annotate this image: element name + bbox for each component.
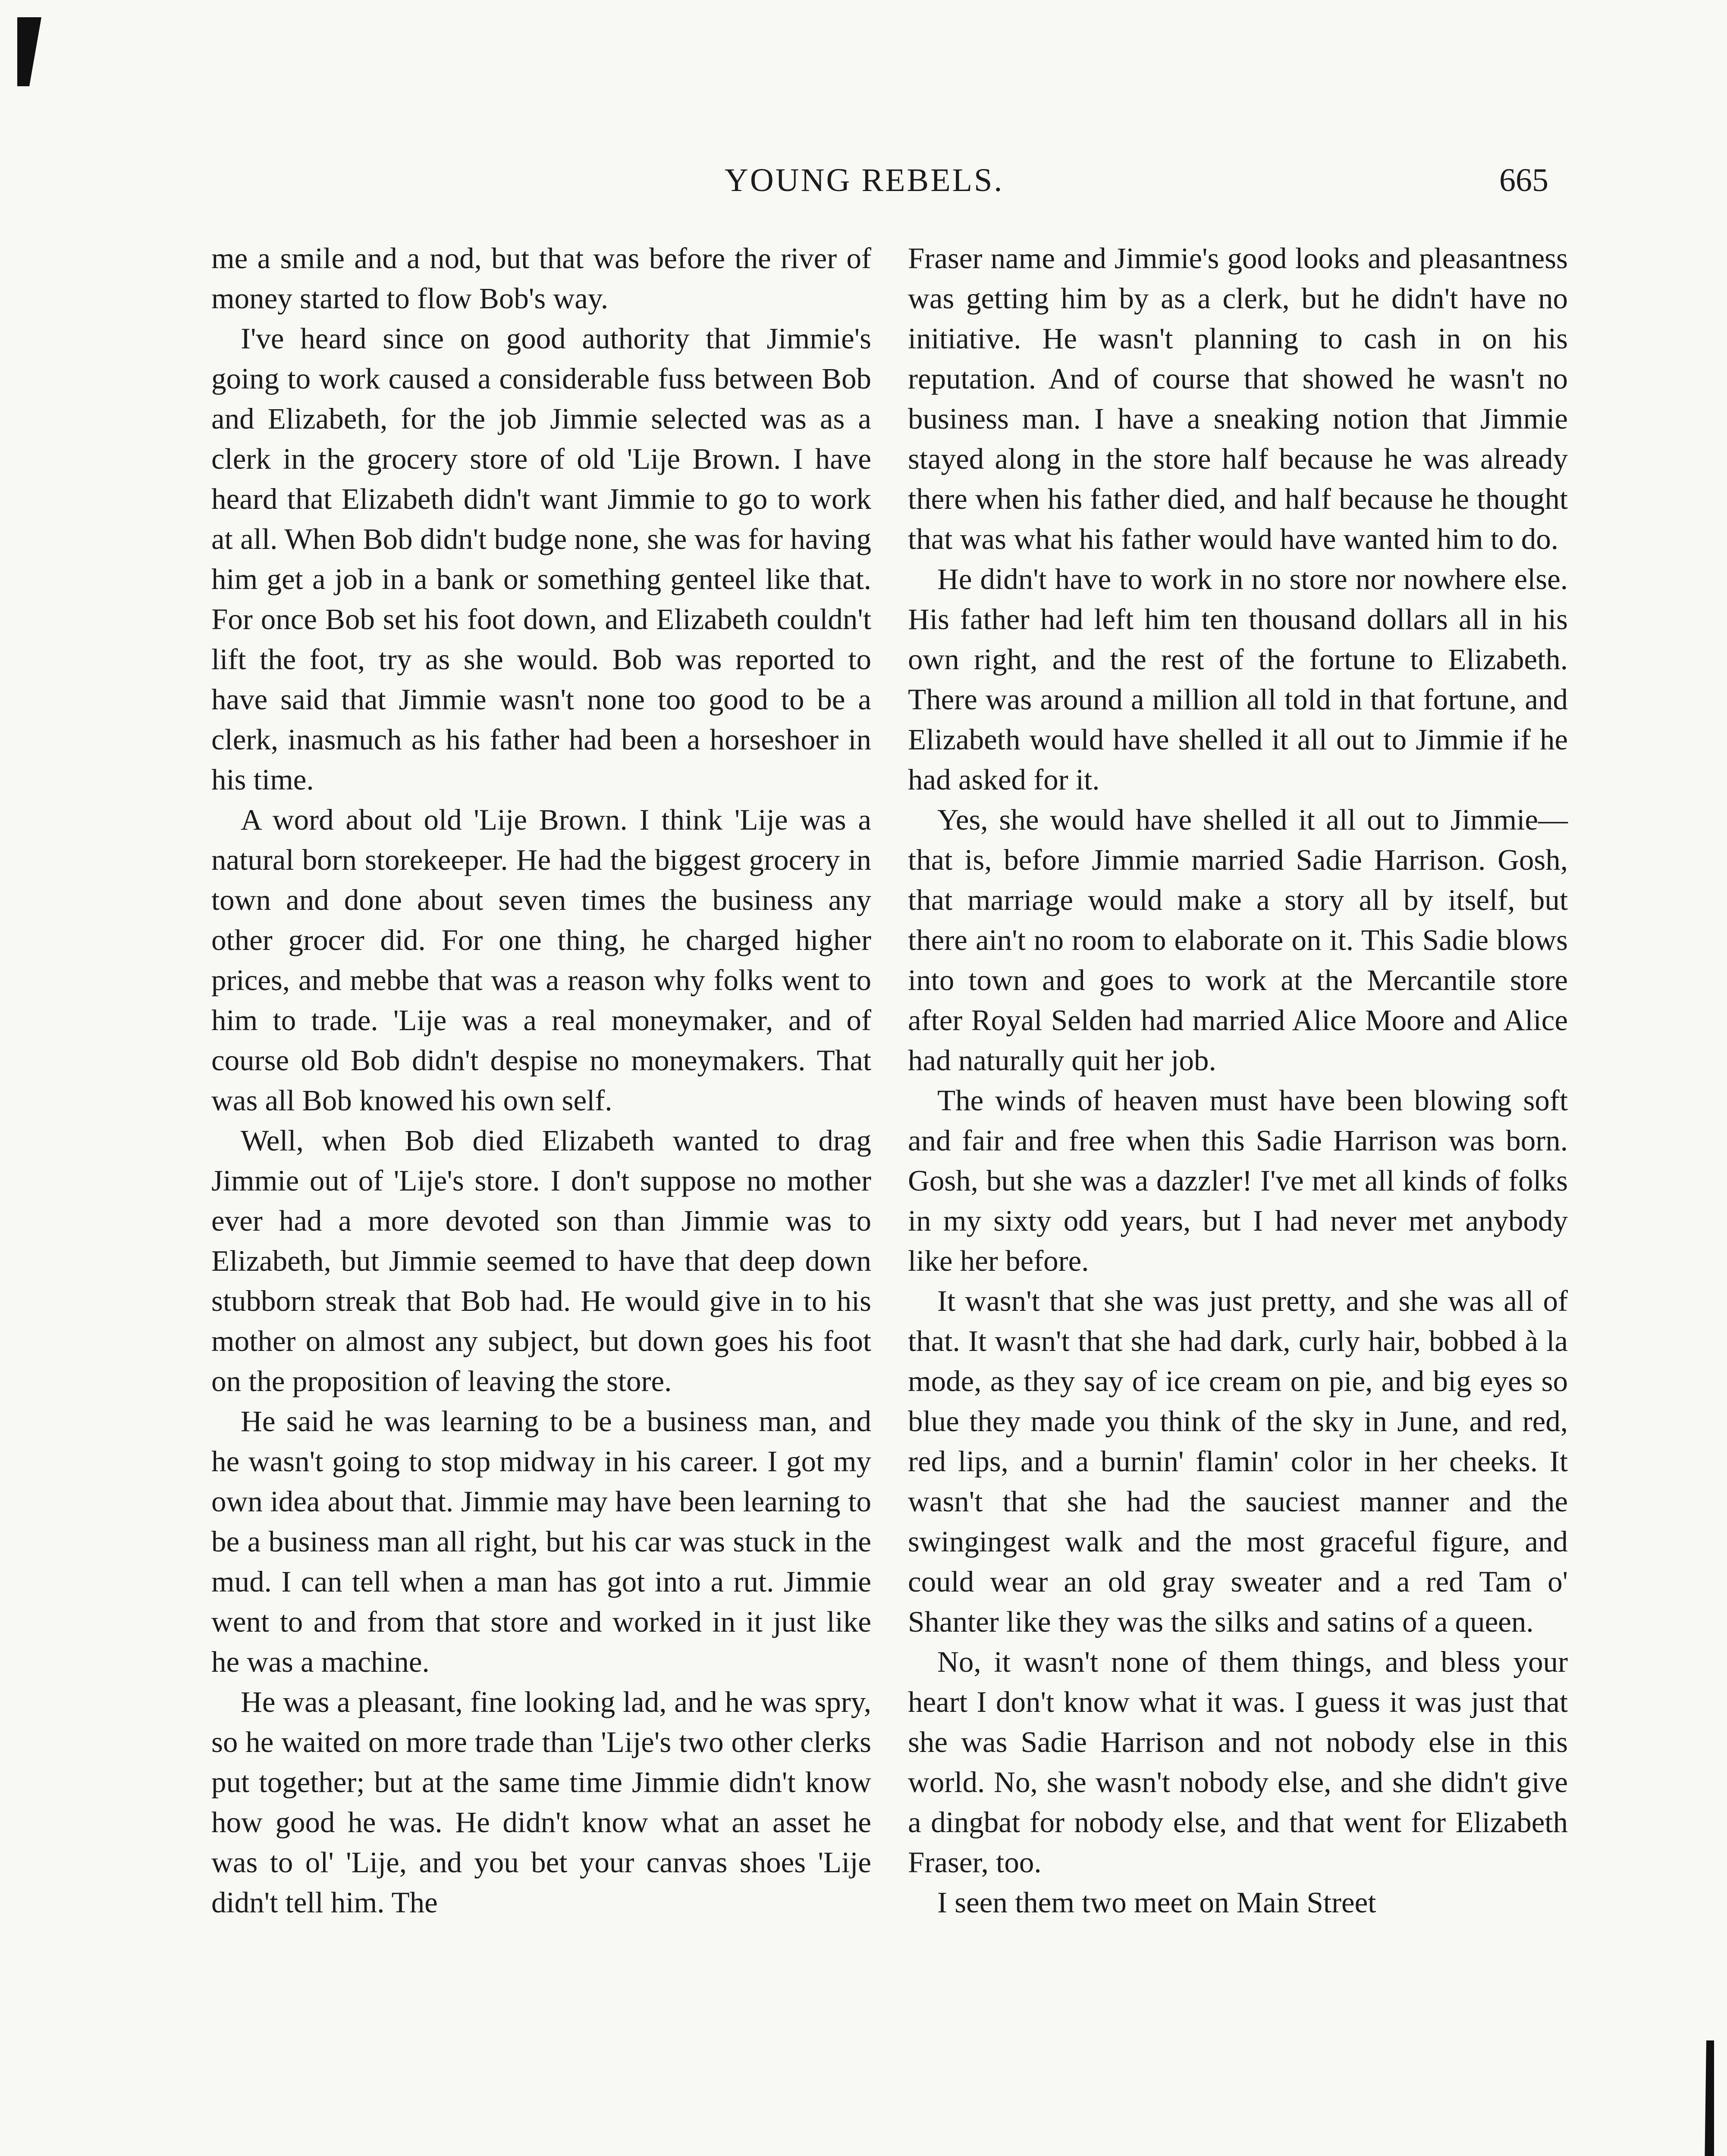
paragraph: me a smile and a nod, but that was before the river of money started to flow Bob's way. xyxy=(211,242,871,315)
paragraph: He said he was learning to be a business man, and he wasn't going to stop midway in his career. I got my own idea about that. Jimmie may have been learning to be a business man all right, but his car was stuck in the mud. I can tell when a man has got into a rut. Jimmie went to and from that store and worked in it just like he was a machine. xyxy=(211,1405,871,1678)
running-head: YOUNG REBELS. xyxy=(725,162,1004,198)
paragraph: He was a pleasant, fine looking lad, and he was spry, so he waited on more trade than 'Lije's two other clerks put together; but at the same time Jimmie didn't know how good he was. He didn't know what an asset he was to ol' 'Lije, and you bet your canvas shoes 'Lije didn't tell him. The xyxy=(211,1686,871,1919)
paragraph: It wasn't that she was just pretty, and she was all of that. It wasn't that she had dark, curly hair, bobbed à la mode, as they say of ice cream on pie, and big eyes so blue they made you think of the sky in June, and red, red lips, and a burnin' flamin' color in her cheeks. It wasn't that she had the sauciest manner and the swingingest walk and the most graceful figure, and could wear an old gray sweater and a red Tam o' Shanter like they was the silks and satins of a queen. xyxy=(908,1285,1568,1638)
scan-artifact-top-mark xyxy=(17,17,41,86)
scan-artifact-right-edge xyxy=(1701,2040,1714,2156)
paragraph: No, it wasn't none of them things, and bless your heart I don't know what it was. I guess it was just that she was Sadie Harrison and not nobody else in this world. No, she wasn't nobody else, and she didn't give a dingbat for nobody else, and that went for Elizabeth Fraser, too. xyxy=(908,1645,1568,1879)
right-column xyxy=(908,238,1568,1923)
paragraph: The winds of heaven must have been blowing soft and fair and free when this Sadie Harrison was born. Gosh, but she was a dazzler! I've met all kinds of folks in my sixty odd years, but I had never met anybody like her before. xyxy=(908,1084,1568,1277)
page-number: 665 xyxy=(1499,162,1548,198)
left-column xyxy=(211,238,871,1923)
paragraph: I've heard since on good authority that Jimmie's going to work caused a considerable fuss between Bob and Elizabeth, for the job Jimmie selected was as a clerk in the grocery store of old 'Lije Brown. I have heard that Elizabeth didn't want Jimmie to go to work at all. When Bob didn't budge none, she was for having him get a job in a bank or something genteel like that. For once Bob set his foot down, and Elizabeth couldn't lift the foot, try as she would. Bob was reported to have said that Jimmie wasn't none too good to be a clerk, inasmuch as his father had been a horseshoer in his time. xyxy=(211,322,871,796)
page-header xyxy=(211,162,1557,209)
paragraph: A word about old 'Lije Brown. I think 'Lije was a natural born storekeeper. He had the biggest grocery in town and done about seven times the business any other grocer did. For one thing, he charged higher prices, and mebbe that was a reason why folks went to him to trade. 'Lije was a real moneymaker, and of course old Bob didn't despise no moneymakers. That was all Bob knowed his own self. xyxy=(211,803,871,1117)
paragraph: He didn't have to work in no store nor nowhere else. His father had left him ten thousand dollars all in his own right, and the rest of the fortune to Elizabeth. There was around a million all told in that fortune, and Elizabeth would have shelled it all out to Jimmie if he had asked for it. xyxy=(908,563,1568,796)
paragraph: Well, when Bob died Elizabeth wanted to drag Jimmie out of 'Lije's store. I don't suppose no mother ever had a more devoted son than Jimmie was to Elizabeth, but Jimmie seemed to have that deep down stubborn streak that Bob had. He would give in to his mother on almost any subject, but down goes his foot on the proposition of leaving the store. xyxy=(211,1124,871,1398)
paragraph: Yes, she would have shelled it all out to Jimmie—that is, before Jimmie married Sadie Harrison. Gosh, that marriage would make a story all by itself, but there ain't no room to elaborate on it. This Sadie blows into town and goes to work at the Mercantile store after Royal Selden had married Alice Moore and Alice had naturally quit her job. xyxy=(908,803,1568,1077)
paragraph: Fraser name and Jimmie's good looks and pleasantness was getting him by as a clerk, but he didn't have no initiative. He wasn't planning to cash in on his reputation. And of course that showed he wasn't no business man. I have a sneaking notion that Jimmie stayed along in the store half because he was already there when his father died, and half because he thought that was what his father would have wanted him to do. xyxy=(908,242,1568,555)
paragraph: I seen them two meet on Main Street xyxy=(937,1886,1376,1919)
